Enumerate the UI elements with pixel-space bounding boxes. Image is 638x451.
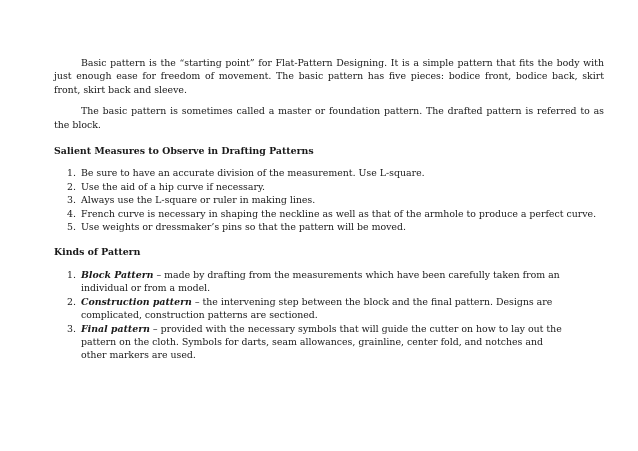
item-text: – provided with the necessary symbols that will guide the cutter on how to lay out the pattern on the cloth. Symbols for darts, seam allowances, grainline, center fold, and notches and other markers are used. [81,323,562,362]
list-item [54,323,562,363]
pattern-term: Construction pattern [81,296,192,308]
kinds-of-pattern-list [54,269,562,363]
pattern-term: Final pattern [81,323,150,335]
item-number: 5. [67,222,76,234]
item-text: Use the aid of a hip curve if necessary. [81,181,265,193]
item-number: 1. [67,269,76,281]
intro-paragraph-1: Basic pattern is the “starting point” for Flat-Pattern Designing. It is a simple pattern that fits the body with just enough ease for freedom of movement. The basic pattern has five pieces: bodice front, bodice back, skirt front, skirt back and sleeve. [54,58,604,96]
salient-measures-heading: Salient Measures to Observe in Drafting Patterns [54,146,314,158]
item-number: 2. [67,296,76,308]
intro-paragraph-2: The basic pattern is sometimes called a master or foundation pattern. The drafted pattern is referred to as the block. [54,106,604,131]
item-text: Be sure to have an accurate division of the measurement. Use L-square. [81,168,425,180]
item-text: French curve is necessary in shaping the neckline as well as that of the armhole to produce a perfect curve. [81,208,597,220]
list-item [54,296,562,323]
list-item [54,269,562,296]
salient-measures-list [54,167,604,234]
item-number: 3. [67,323,76,335]
item-text: Always use the L-square or ruler in making lines. [81,195,316,207]
kinds-of-pattern-heading: Kinds of Pattern [54,247,141,259]
item-number: 4. [67,208,76,220]
item-number: 1. [67,168,76,180]
document-page [54,57,604,363]
item-text: – made by drafting from the measurements which have been carefully taken from an individual or from a model. [81,269,560,295]
item-number: 3. [67,195,76,207]
list-item [54,194,604,207]
pattern-term: Block Pattern [81,269,154,281]
item-text: – the intervening step between the block and the final pattern. Designs are complicated, construction patterns are sectioned. [81,296,553,322]
item-number: 2. [67,181,76,193]
list-item [54,221,604,234]
list-item [54,208,604,221]
list-item [54,167,604,180]
item-text: Use weights or dressmaker’s pins so that the pattern will be moved. [81,222,406,234]
list-item [54,181,604,194]
